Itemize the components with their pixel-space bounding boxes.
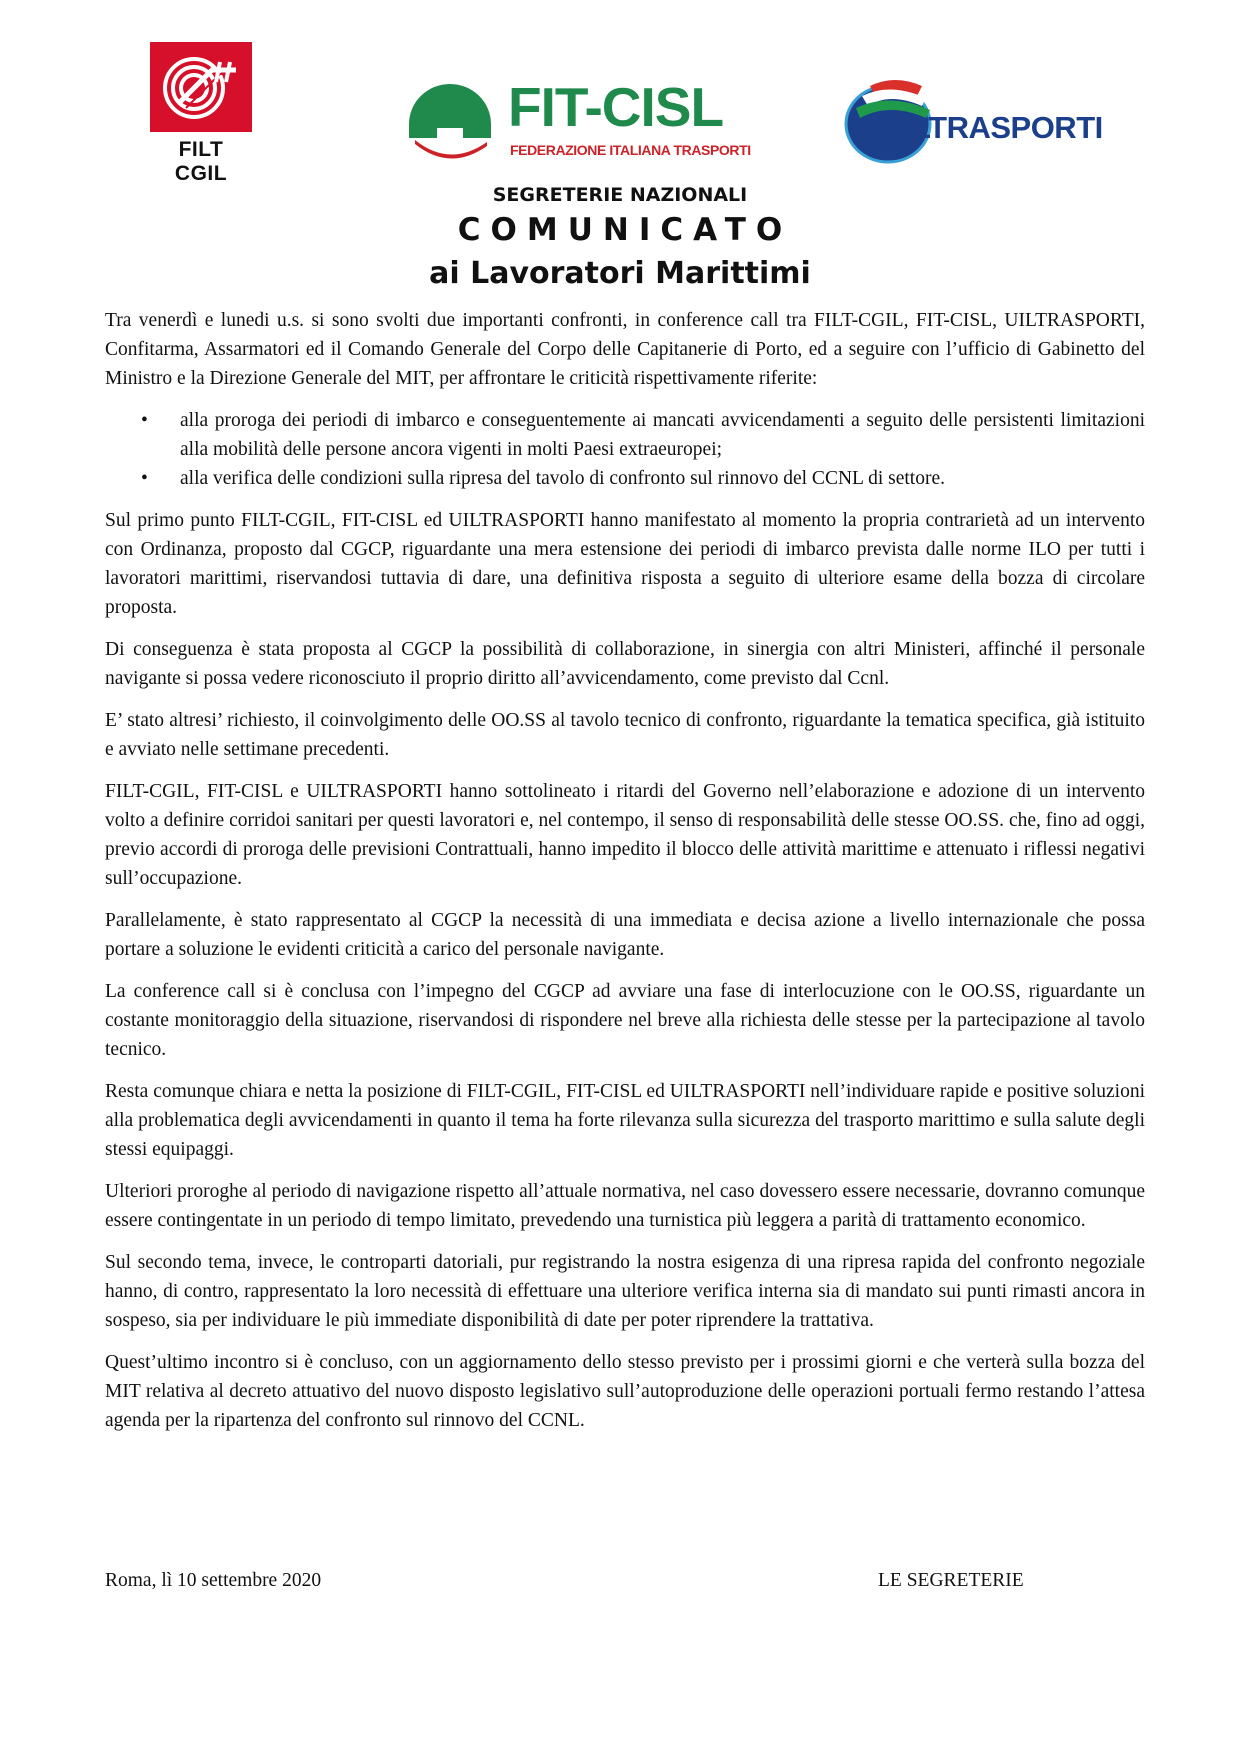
- signature: LE SEGRETERIE: [878, 1570, 1024, 1591]
- document-subtitle: SEGRETERIE NAZIONALI: [492, 184, 748, 206]
- paragraph-intro: Tra venerdì e lunedi u.s. si sono svolti due importanti confronti, in conference call tra FILT-CGIL, FIT-CISL, UILTRASPORTI, Confitarma, Assarmatori ed il Comando Generale del Corpo delle Capitanerie di Porto, ed a seguire con l’ufficio di Gabinetto del Ministro e la Direzione Generale del MIT, per affrontare le criticità rispettivamente riferite:: [105, 310, 1145, 389]
- bullet-icon: •: [141, 410, 148, 431]
- paragraph: Sul secondo tema, invece, le controparti datoriali, pur registrando la nostra esigenza di una ripresa rapida del confronto negoziale hanno, di contro, rappresentato la loro necessità di effettuare una ulteriore verifica interna sia di mandato sui punti rimasti ancora in sospeso, sia per individuare le più immediate disponibilità di date per poter riprendere la trattativa.: [105, 1252, 1145, 1331]
- filt-cgil-emblem-icon: [150, 42, 252, 132]
- paragraph: Parallelamente, è stato rappresentato al CGCP la necessità di una immediata e decisa azione a livello internazionale che possa portare a soluzione le evidenti criticità a carico del personale navigante.: [105, 910, 1145, 960]
- list-item: [105, 464, 1145, 493]
- uiltrasporti-name: UILTRASPORTI: [882, 110, 1103, 145]
- fit-cisl-arc-icon: [405, 80, 495, 165]
- paragraph: E’ stato altresi’ richiesto, il coinvolgimento delle OO.SS al tavolo tecnico di confronto, riguardante la tematica specifica, già istituito e avviato nelle settimane precedenti.: [105, 710, 1145, 760]
- paragraph: La conference call si è conclusa con l’impegno del CGCP ad avviare una fase di interlocuzione con le OO.SS, riguardante un costante monitoraggio della situazione, riservandosi di rispondere nel breve alla richiesta delle stesse per la partecipazione al tavolo tecnico.: [105, 981, 1145, 1060]
- list-item: [105, 406, 1145, 464]
- bullet-list: [105, 406, 1145, 493]
- fit-cisl-logo: [405, 76, 750, 168]
- bullet-icon: •: [141, 468, 148, 489]
- paragraph: Resta comunque chiara e netta la posizione di FILT-CGIL, FIT-CISL ed UILTRASPORTI nell’individuare rapide e positive soluzioni alla problematica degli avvicendamenti in quanto il tema ha forte rilevanza sulla sicurezza del trasporto marittimo e sulla salute degli stessi equipaggi.: [105, 1081, 1145, 1160]
- document-body: [105, 306, 1145, 1448]
- uiltrasporti-logo: [840, 72, 1115, 168]
- paragraph: Ulteriori proroghe al periodo di navigazione rispetto all’attuale normativa, nel caso dovessero essere necessarie, dovranno comunque essere contingentate in un periodo di tempo limitato, prevedendo una turnistica più leggera a parità di trattamento economico.: [105, 1181, 1145, 1231]
- paragraph: Di conseguenza è stata proposta al CGCP la possibilità di collaborazione, in sinergia con altri Ministeri, affinché il personale navigante si possa vedere riconosciuto il proprio diritto all’avvicendamento, come previsto dal Ccnl.: [105, 639, 1145, 689]
- paragraph: Quest’ultimo incontro si è concluso, con un aggiornamento dello stesso previsto per i prossimi giorni e che verterà sulla bozza del MIT relativa al decreto attuativo del nuovo disposto legislativo sull’autoproduzione delle operazioni portuali fermo restando l’attesa agenda per la ripartenza del confronto sul rinnovo del CCNL.: [105, 1352, 1145, 1431]
- list-item-text: alla proroga dei periodi di imbarco e conseguentemente ai mancati avvicendamenti a seguito delle persistenti limitazioni alla mobilità delle persone ancora vigenti in molti Paesi extraeuropei;: [180, 410, 1145, 460]
- document-title-secondary: ai Lavoratori Marittimi: [429, 256, 811, 291]
- list-item-text: alla verifica delle condizioni sulla ripresa del tavolo di confronto sul rinnovo del CCNL di settore.: [180, 468, 945, 489]
- paragraph: Sul primo punto FILT-CGIL, FIT-CISL ed UILTRASPORTI hanno manifestato al momento la propria contrarietà ad un intervento con Ordinanza, proposto dal CGCP, riguardante una mera estensione dei periodi di imbarco prevista dalle norme ILO per tutti i lavoratori marittimi, riservandosi tuttavia di dare, una definitiva risposta a seguito di ulteriore esame della bozza di circolare proposta.: [105, 510, 1145, 618]
- document-title: COMUNICATO: [457, 212, 793, 248]
- filt-cgil-caption: FILT CGIL: [174, 138, 228, 185]
- fit-cisl-name: FIT-CISL: [508, 76, 724, 138]
- filt-cgil-logo: [150, 42, 252, 185]
- paragraph: FILT-CGIL, FIT-CISL e UILTRASPORTI hanno sottolineato i ritardi del Governo nell’elaborazione e adozione di un intervento volto a definire corridoi sanitari per questi lavoratori e, nel contempo, il senso di responsabilità delle stesse OO.SS. che, fino ad oggi, previo accordi di proroga delle previsioni Contrattuali, hanno impedito il blocco delle attività marittime e attenuato i riflessi negativi sull’occupazione.: [105, 781, 1145, 889]
- place-date: Roma, lì 10 settembre 2020: [105, 1570, 322, 1591]
- fit-cisl-subtitle: FEDERAZIONE ITALIANA TRASPORTI: [510, 142, 751, 158]
